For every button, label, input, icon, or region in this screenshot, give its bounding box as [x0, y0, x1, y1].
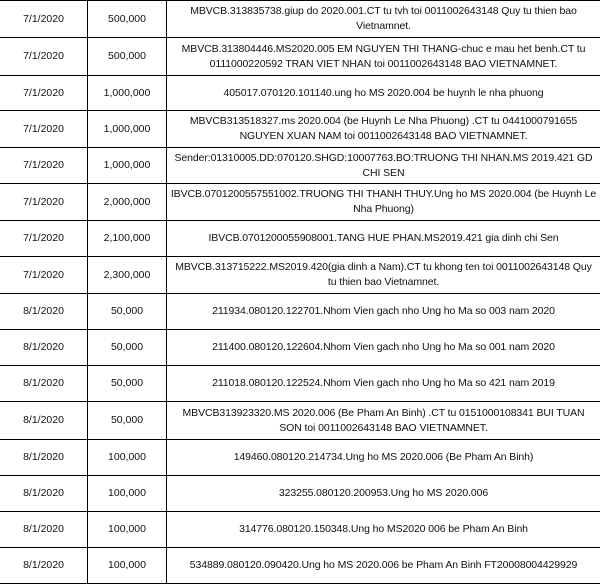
- description-cell: 211400.080120.122604.Nhom Vien gach nho Ung ho Ma so 001 nam 2020: [167, 330, 600, 366]
- description-cell: MBVCB.313835738.giup do 2020.001.CT tu tvh toi 0011002643148 Quy tu thien bao Vietnamnet.: [167, 1, 600, 38]
- amount-cell: 500,000: [88, 1, 167, 38]
- table-row: [0, 366, 600, 402]
- table-row: [0, 476, 600, 512]
- description-cell: 211018.080120.122524.Nhom Vien gach nho Ung ho Ma so 421 nam 2019: [167, 366, 600, 402]
- date-cell: 8/1/2020: [0, 402, 88, 440]
- description-cell: 149460.080120.214734.Ung ho MS 2020.006 (Be Pham An Binh): [167, 440, 600, 476]
- description-cell: 405017.070120.101140.ung ho MS 2020.004 be huynh le nha phuong: [167, 76, 600, 111]
- amount-cell: 1,000,000: [88, 148, 167, 184]
- date-cell: 7/1/2020: [0, 111, 88, 148]
- amount-cell: 50,000: [88, 330, 167, 366]
- transactions-body: [0, 1, 600, 584]
- table-row: [0, 184, 600, 221]
- date-cell: 7/1/2020: [0, 38, 88, 76]
- description-cell: MBVCB.313715222.MS2019.420(gia dinh a Nam).CT tu khong ten toi 0011002643148 Quy tu thien bao Vietnamnet.: [167, 257, 600, 294]
- amount-cell: 100,000: [88, 548, 167, 584]
- table-row: [0, 548, 600, 584]
- date-cell: 8/1/2020: [0, 476, 88, 512]
- table-row: [0, 148, 600, 184]
- amount-cell: 1,000,000: [88, 76, 167, 111]
- table-row: [0, 294, 600, 330]
- amount-cell: 1,000,000: [88, 111, 167, 148]
- date-cell: 7/1/2020: [0, 221, 88, 257]
- amount-cell: 50,000: [88, 366, 167, 402]
- amount-cell: 100,000: [88, 476, 167, 512]
- date-cell: 7/1/2020: [0, 1, 88, 38]
- date-cell: 8/1/2020: [0, 294, 88, 330]
- description-cell: IBVCB.0701200055908001.TANG HUE PHAN.MS2019.421 gia dinh chi Sen: [167, 221, 600, 257]
- amount-cell: 2,000,000: [88, 184, 167, 221]
- amount-cell: 2,300,000: [88, 257, 167, 294]
- amount-cell: 50,000: [88, 402, 167, 440]
- table-row: [0, 38, 600, 76]
- amount-cell: 50,000: [88, 294, 167, 330]
- table-row: [0, 402, 600, 440]
- description-cell: MBVCB313923320.MS 2020.006 (Be Pham An Binh) .CT tu 0151000108341 BUI TUAN SON toi 0011002643148 BAO VIETNAMNET.: [167, 402, 600, 440]
- table-row: [0, 512, 600, 548]
- date-cell: 7/1/2020: [0, 148, 88, 184]
- date-cell: 8/1/2020: [0, 548, 88, 584]
- description-cell: MBVCB313518327.ms 2020.004 (be Huynh Le Nha Phuong) .CT tu 0441000791655 NGUYEN XUAN NAM toi 0011002643148 BAO VIETNAMNET.: [167, 111, 600, 148]
- amount-cell: 500,000: [88, 38, 167, 76]
- description-cell: 314776.080120.150348.Ung ho MS2020 006 be Pham An Binh: [167, 512, 600, 548]
- date-cell: 7/1/2020: [0, 76, 88, 111]
- description-cell: 323255.080120.200953.Ung ho MS 2020.006: [167, 476, 600, 512]
- description-cell: 534889.080120.090420.Ung ho MS 2020.006 be Pham An Binh FT20008004429929: [167, 548, 600, 584]
- date-cell: 8/1/2020: [0, 512, 88, 548]
- amount-cell: 100,000: [88, 512, 167, 548]
- date-cell: 8/1/2020: [0, 440, 88, 476]
- date-cell: 7/1/2020: [0, 184, 88, 221]
- description-cell: MBVCB.313804446.MS2020.005 EM NGUYEN THI THANG-chuc e mau het benh.CT tu 0111000220592 TRAN VIET NHAN toi 0011002643148 BAO VIETNAMNET.: [167, 38, 600, 76]
- table-row: [0, 221, 600, 257]
- table-row: [0, 440, 600, 476]
- table-row: [0, 257, 600, 294]
- table-row: [0, 76, 600, 111]
- description-cell: IBVCB.0701200557551002.TRUONG THI THANH THUY.Ung ho MS 2020.004 (be Huynh Le Nha Phuong): [167, 184, 600, 221]
- description-cell: 211934.080120.122701.Nhom Vien gach nho Ung ho Ma so 003 nam 2020: [167, 294, 600, 330]
- table-row: [0, 1, 600, 38]
- amount-cell: 100,000: [88, 440, 167, 476]
- amount-cell: 2,100,000: [88, 221, 167, 257]
- table-row: [0, 111, 600, 148]
- description-cell: Sender:01310005.DD:070120.SHGD:10007763.BO:TRUONG THI NHAN.MS 2019.421 GD CHI SEN: [167, 148, 600, 184]
- date-cell: 8/1/2020: [0, 330, 88, 366]
- date-cell: 8/1/2020: [0, 366, 88, 402]
- date-cell: 7/1/2020: [0, 257, 88, 294]
- table-row: [0, 330, 600, 366]
